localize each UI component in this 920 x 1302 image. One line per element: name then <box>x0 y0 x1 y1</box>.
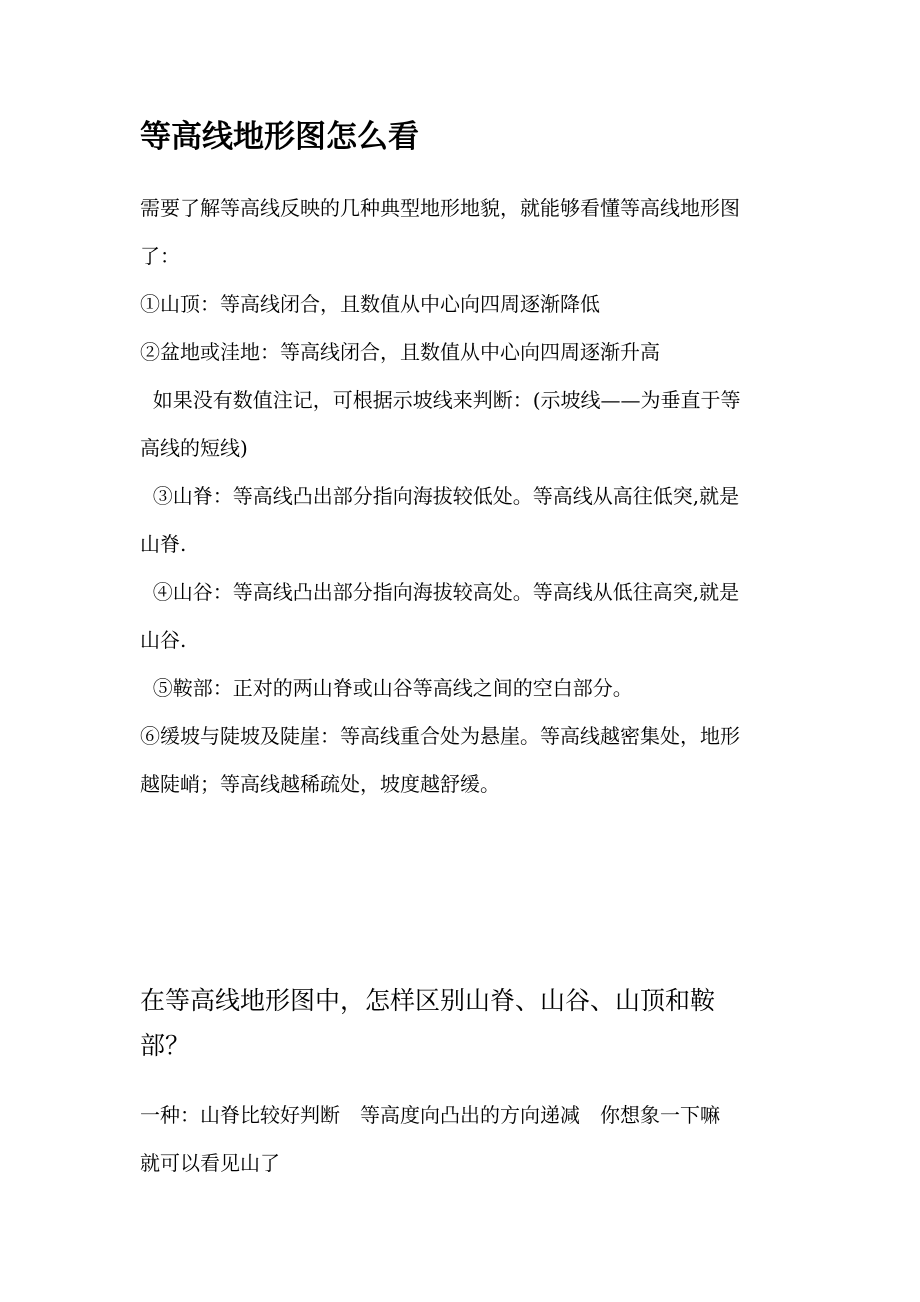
section2-title <box>140 978 790 1068</box>
body-line: 山脊. <box>140 532 187 556</box>
body-line: 一种：山脊比较好判断 等高度向凸出的方向递减 你想象一下嘛 <box>140 1103 720 1127</box>
body-line: 越陡峭；等高线越稀疏处，坡度越舒缓。 <box>140 772 500 796</box>
section2-body <box>140 1091 790 1187</box>
body-line: ⑥缓坡与陡坡及陡崖：等高线重合处为悬崖。等高线越密集处，地形 <box>140 724 740 748</box>
body-line: ③山脊：等高线凸出部分指向海拔较低处。等高线从高往低突,就是 <box>140 484 740 508</box>
body-line: ④山谷：等高线凸出部分指向海拔较高处。等高线从低往高突,就是 <box>140 580 740 604</box>
section1-body <box>140 184 790 808</box>
section1-title: 等高线地形图怎么看 <box>140 119 419 155</box>
body-line: 需要了解等高线反映的几种典型地形地貌，就能够看懂等高线地形图 <box>140 196 740 220</box>
body-line: 高线的短线) <box>140 436 248 460</box>
body-line: ⑤鞍部：正对的两山脊或山谷等高线之间的空白部分。 <box>140 676 633 700</box>
section2-title-line: 部？ <box>140 1031 191 1060</box>
body-line: 了： <box>140 244 180 268</box>
body-line: 如果没有数值注记，可根据示坡线来判断：(示坡线——为垂直于等 <box>140 388 741 412</box>
body-line: ①山顶：等高线闭合，且数值从中心向四周逐渐降低 <box>140 292 600 316</box>
body-line: 就可以看见山了 <box>140 1151 280 1175</box>
section2-title-line: 在等高线地形图中，怎样区别山脊、山谷、山顶和鞍 <box>140 986 716 1015</box>
body-line: ②盆地或洼地：等高线闭合，且数值从中心向四周逐渐升高 <box>140 340 660 364</box>
body-line: 山谷. <box>140 628 187 652</box>
